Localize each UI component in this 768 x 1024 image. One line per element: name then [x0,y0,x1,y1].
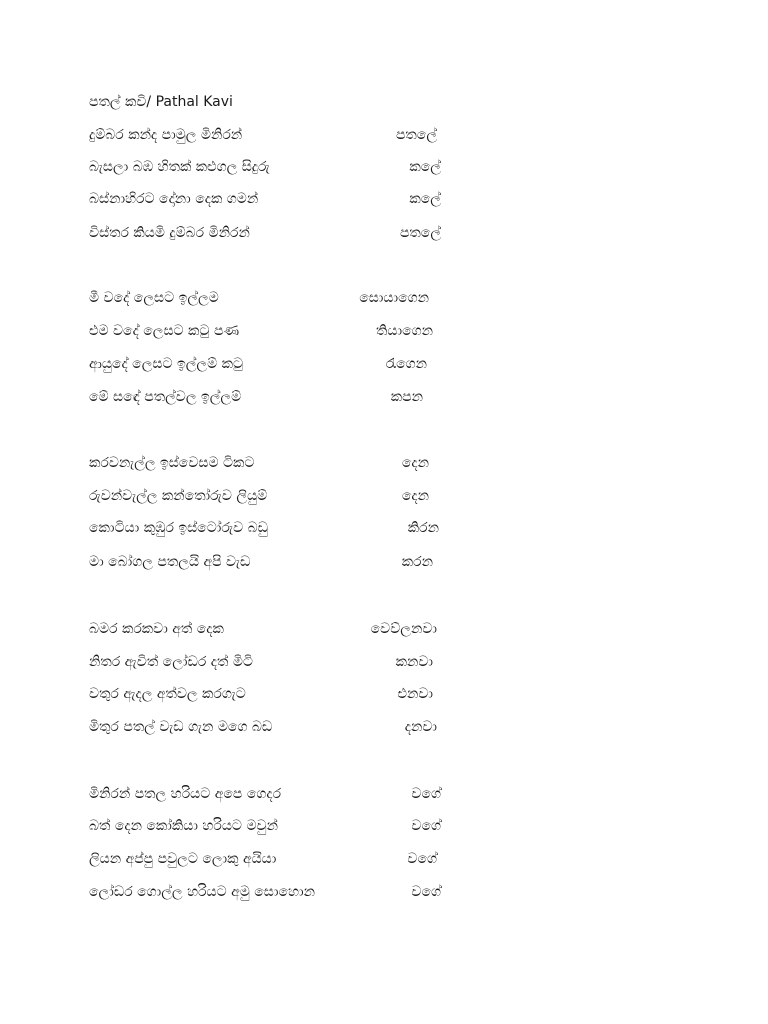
line-text: විස්තර කියමි දුම්බර මිනිරන් [89,225,250,241]
line-rhyme: කලේ [409,159,441,175]
poem-line [89,551,449,573]
line-rhyme: වෙව්ලනවා [370,621,437,637]
line-rhyme: සොයාගෙන [359,290,429,306]
line-text: ආයුදේ ලෙසට ඉල්ලම් කටු [89,356,244,372]
line-rhyme: පතලේ [395,127,437,143]
line-rhyme: වගේ [411,818,441,834]
line-text: බැසලා බඹ හිතක් කළුගල සිදුරු [89,159,270,175]
line-text: නිතර ඇවිත් ලෝඩර දත් මිටි [89,654,253,670]
line-rhyme: කිරන [407,520,439,536]
line-rhyme: රැගෙන [385,356,427,372]
poem-line [89,320,449,342]
line-rhyme: දෙන [401,488,429,504]
line-rhyme: දනවා [404,719,437,735]
poem-line [89,156,449,178]
line-text: ලියන අප්පු පවුලට ලොකු අයියා [89,851,277,867]
line-text: එම වදේ ලෙසට කටු පණ [89,323,240,339]
line-text: ලෝඩර ගොල්ල හරියට අමු සොහොන [89,884,315,900]
poem-line [89,188,449,210]
line-text: මිතුර පතල් වැඩ ගැන මගෙ බඩ [89,719,273,735]
poem-line [89,716,449,738]
poem-line [89,517,449,539]
line-text: බස්නාහිරට දෝනා දෙක ගමන් [89,191,259,207]
poem-line [89,651,449,673]
line-rhyme: වගේ [407,851,437,867]
line-text: මිනිරන් පතල හරියට අපෙ ගෙදර [89,786,282,802]
line-rhyme: කපන [390,389,423,405]
poem-line [89,386,449,408]
line-rhyme: එනවා [397,686,433,702]
line-text: දුම්බර කන්ද පාමුල මිනිරන් [89,127,243,143]
document-title: පතල් කවි/ Pathal Kavi [89,94,233,110]
poem-line [89,485,449,507]
poem-line [89,815,449,837]
line-rhyme: තියාගෙන [376,323,433,339]
line-text: බමර කරකවා අත් දෙක [89,621,224,637]
line-rhyme: කනවා [395,654,433,670]
poem-line [89,222,449,244]
line-rhyme: වගේ [411,786,441,802]
line-text: මේ සඳේ පතල්වල ඉල්ලම් [89,389,242,405]
poem-line [89,783,449,805]
poem-line [89,848,449,870]
line-rhyme: දෙන [401,455,429,471]
line-rhyme: පතලේ [399,225,441,241]
line-text: කොටියා කුඹුර ඉස්ටෝරුව බඩු [89,520,268,536]
poem-line [89,353,449,375]
poem-line [89,287,449,309]
line-rhyme: කරන [401,554,433,570]
line-text: මා බෝගල පතලයි අපි වැඩ [89,554,251,570]
line-rhyme: වගේ [411,884,441,900]
line-text: රුවන්වැල්ල කන්තෝරුව ලියුම් [89,488,268,504]
line-text: බත් දෙන කෝකියා හරියට මවුන් [89,818,278,834]
poem-line [89,618,449,640]
poem-line [89,881,449,903]
line-text: මී වදේ ලෙසට ඉල්ලම [89,290,219,306]
line-text: වතුර ඇදල අත්වල කරගැට [89,686,246,702]
line-rhyme: කලේ [409,191,441,207]
poem-line [89,124,449,146]
poem-line [89,452,449,474]
line-text: කරවනැල්ල ඉස්වෙසම ටිකට [89,455,255,471]
poem-line [89,683,449,705]
